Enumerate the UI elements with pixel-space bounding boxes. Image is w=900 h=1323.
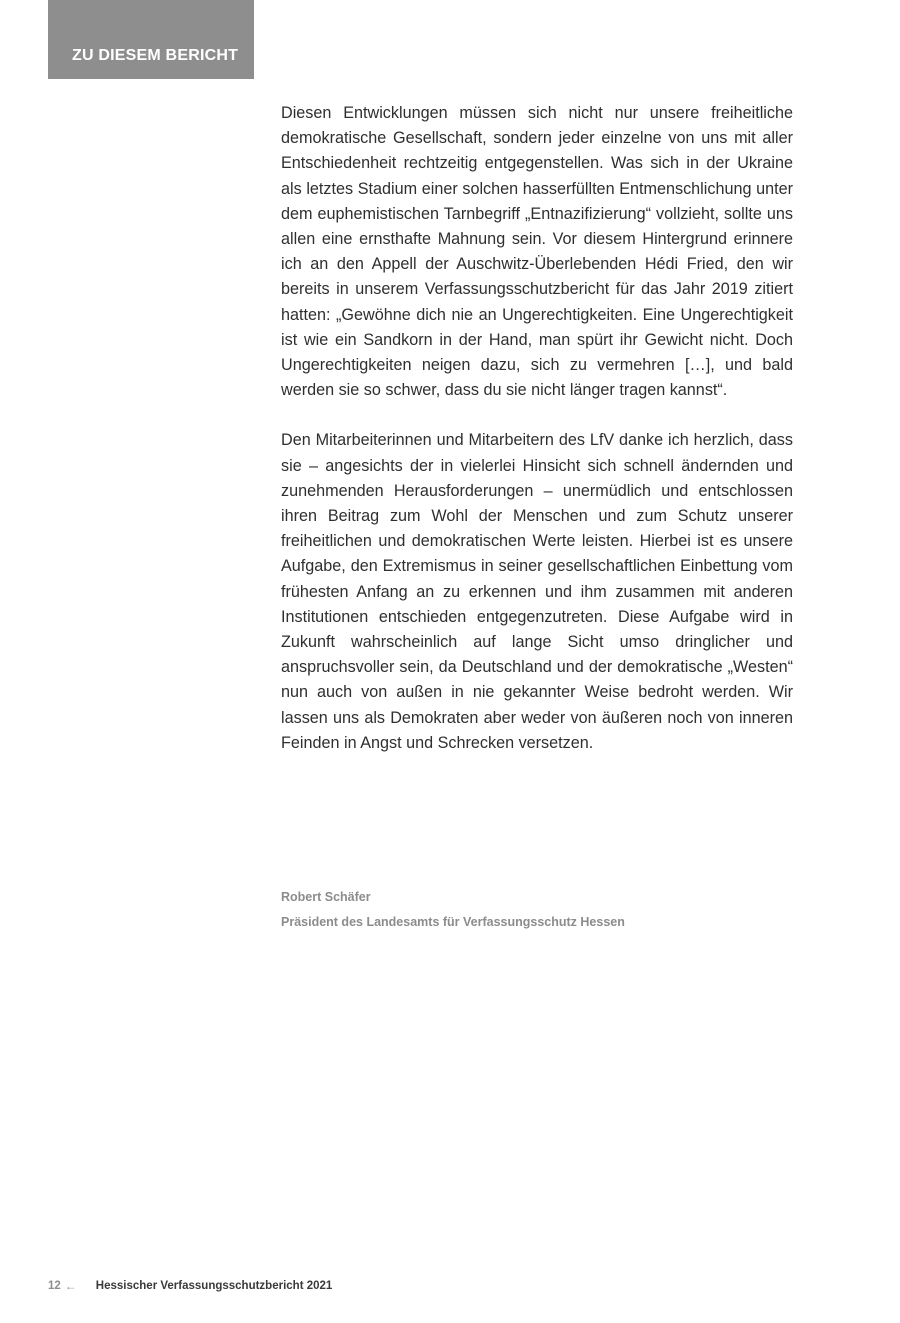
publication-title: Hessischer Verfassungsschutzbericht 2021 <box>95 1280 333 1292</box>
section-tab <box>48 0 254 79</box>
paragraph-2: Den Mitarbeiterinnen und Mitarbeitern des LfV danke ich herzlich, dass sie – angesichts der in vielerlei Hinsicht sich schnell ändernden und zunehmenden Herausforderungen – unermüdlich und entschlossen ihren Beitrag zum Wohl der Menschen und zum Schutz unserer freiheitlichen und demokratischen Werte leisten. Hierbei ist es unsere Aufgabe, den Extremismus in seiner gesellschaftlichen Einbettung vom frühesten Anfang an zu erkennen und ihm zusammen mit anderen Institutionen entschieden entgegenzutreten. Diese Aufgabe wird in Zukunft wahrscheinlich auf lange Sicht umso dringlicher und anspruchsvoller sein, da Deutschland und der demokratische „Westen“ nun auch von außen in nie gekannter Weise bedroht werden. Wir lassen uns als Demokraten aber weder von äußeren noch von inneren Feinden in Angst und Schrecken versetzen. <box>281 431 793 752</box>
paragraph-1: Diesen Entwicklungen müssen sich nicht nur unsere freiheitliche demokratische Gesellschaft, sondern jeder einzelne von uns mit aller Entschiedenheit rechtzeitig entgegenstellen. Was sich in der Ukraine als letztes Stadium einer solchen hasserfüllten Entmenschlichung unter dem euphemistischen Tarnbegriff „Entnazifizierung“ vollzieht, sollte uns allen eine ernsthafte Mahnung sein. Vor diesem Hintergrund erinnere ich an den Appell der Auschwitz-Überlebenden Hédi Fried, den wir bereits in unserem Verfassungsschutzbericht für das Jahr 2019 zitiert hatten: „Gewöhne dich nie an Ungerechtigkeiten. Eine Ungerechtigkeit ist wie ein Sandkorn in der Hand, man spürt ihr Gewicht nicht. Doch Ungerechtigkeiten neigen dazu, sich zu vermehren […], und bald werden sie so schwer, dass du sie nicht länger tragen kannst“. <box>281 104 793 400</box>
body-text <box>281 101 793 756</box>
signature-title: Präsident des Landesamts für Verfassungsschutz Hessen <box>281 915 625 929</box>
signature-block <box>281 885 793 935</box>
arrow-left-icon[interactable]: ← <box>64 1279 77 1293</box>
page-footer <box>48 1277 332 1295</box>
page-number: 12 <box>48 1280 61 1292</box>
signature-name: Robert Schäfer <box>281 890 371 904</box>
section-title: ZU DIESEM BERICHT <box>72 47 239 64</box>
